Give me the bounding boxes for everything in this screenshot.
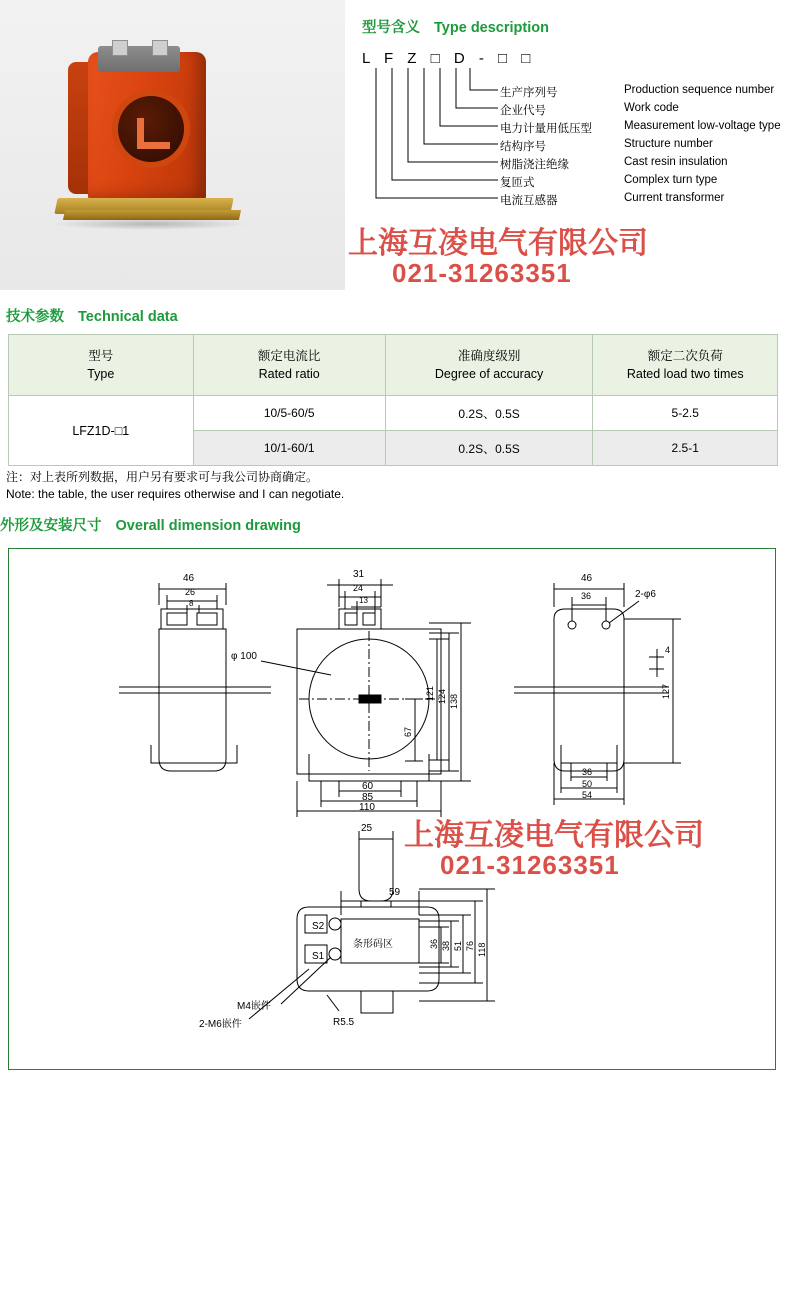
- product-photo: [0, 0, 345, 290]
- terminal-screw-s1: [112, 40, 128, 56]
- dimension-drawing-box: [8, 548, 776, 1070]
- header-rated-ratio: [193, 335, 385, 396]
- header-ratio-cn: 额定电流比: [257, 348, 321, 363]
- dim-right-46: 46: [581, 573, 593, 584]
- dim-front-85: 85: [362, 792, 374, 803]
- header-rated-load: [593, 335, 778, 396]
- dim-top-r55: R5.5: [333, 1017, 355, 1028]
- dim-front-121: 121: [425, 685, 435, 701]
- dim-front-diameter: φ 100: [231, 651, 257, 662]
- dim-right-36b: 36: [582, 767, 593, 777]
- type-code-string: L F Z □ D - □ □: [362, 50, 536, 67]
- technical-data-title: [6, 305, 178, 326]
- type-label-en-0: Production sequence number: [624, 84, 775, 96]
- dim-left-46: 46: [183, 573, 195, 584]
- dim-left-8: 8: [189, 599, 194, 608]
- type-description-block: [362, 16, 782, 236]
- type-label-en-5: Complex turn type: [624, 174, 718, 186]
- watermark-company-top: 上海互凌电气有限公司: [348, 227, 648, 260]
- watermark-company-bottom: 上海互凌电气有限公司: [404, 819, 704, 852]
- dim-front-24: 24: [353, 583, 364, 593]
- label-s1: S1: [312, 951, 325, 962]
- header-ratio-en: Rated ratio: [258, 367, 320, 381]
- type-label-cn-3: 结构序号: [500, 141, 546, 153]
- type-label-en-4: Cast resin insulation: [624, 156, 728, 168]
- dim-right-127: 127: [661, 683, 671, 699]
- label-barcode-area: 条形码区: [353, 939, 393, 950]
- type-label-cn-0: 生产序列号: [500, 87, 558, 99]
- technical-data-title-cn: 技术参数: [6, 309, 64, 325]
- type-label-en-6: Current transformer: [624, 192, 725, 204]
- terminal-screw-s2: [152, 40, 168, 56]
- cell-accuracy-0: 0.2S、0.5S: [385, 396, 593, 431]
- dimension-drawing-svg: [9, 549, 775, 1069]
- cell-load-0: 5-2.5: [593, 396, 778, 431]
- label-m4-insert: M4嵌件: [237, 1001, 271, 1012]
- type-label-en-3: Structure number: [624, 138, 713, 150]
- dim-front-13: 13: [359, 596, 368, 605]
- dim-top-25: 25: [361, 823, 373, 834]
- type-label-en-1: Work code: [624, 102, 679, 114]
- cell-load-1: 2.5-1: [593, 431, 778, 466]
- dim-right-50: 50: [582, 779, 593, 789]
- dim-front-124: 124: [437, 688, 447, 704]
- cell-type-value: LFZ1D-□1: [9, 396, 194, 466]
- label-s2: S2: [312, 921, 325, 932]
- dimension-title-cn: 外形及安装尺寸: [0, 518, 102, 534]
- header-load-cn: 额定二次负荷: [647, 348, 723, 363]
- cell-ratio-0: 10/5-60/5: [193, 396, 385, 431]
- dim-top-118: 118: [477, 942, 487, 957]
- dim-top-38: 38: [441, 940, 451, 951]
- dim-top-51: 51: [453, 940, 463, 951]
- dim-top-36: 36: [429, 938, 439, 949]
- type-label-en-2: Measurement low-voltage type: [624, 120, 781, 132]
- type-label-cn-6: 电流互感器: [500, 195, 558, 207]
- technical-data-table: [8, 334, 778, 466]
- transformer-marking: [137, 118, 170, 149]
- dim-right-2-phi6: 2-φ6: [635, 589, 656, 600]
- dim-top-76: 76: [465, 940, 475, 951]
- dim-right-4: 4: [665, 645, 671, 655]
- watermark-phone-bottom: 021-31263351: [440, 850, 620, 880]
- header-type-en: Type: [87, 367, 115, 381]
- dim-right-54: 54: [582, 790, 593, 800]
- dim-front-31: 31: [353, 569, 365, 580]
- dimension-title-en: Overall dimension drawing: [115, 518, 301, 534]
- dim-top-59: 59: [389, 887, 401, 898]
- header-accuracy-en: Degree of accuracy: [434, 367, 544, 381]
- header-accuracy-cn: 准确度级别: [457, 348, 521, 363]
- dim-right-36: 36: [581, 591, 592, 601]
- cell-ratio-1: 10/1-60/1: [193, 431, 385, 466]
- header-type-cn: 型号: [88, 348, 114, 363]
- header-type: [9, 335, 194, 396]
- header-load-en: Rated load two times: [626, 367, 744, 381]
- type-description-title-cn: 型号含义: [362, 20, 420, 36]
- table-header-row: [9, 335, 778, 396]
- type-label-cn-4: 树脂浇注绝缘: [500, 159, 569, 171]
- dim-front-60: 60: [362, 781, 374, 792]
- table-note-en: Note: the table, the user requires otherwise and I can negotiate.: [6, 487, 345, 501]
- technical-data-title-en: Technical data: [78, 309, 178, 325]
- type-label-cn-1: 企业代号: [500, 105, 546, 117]
- label-2-m6-insert: 2-M6嵌件: [199, 1019, 242, 1030]
- dimension-drawing-title: [0, 514, 301, 535]
- header-accuracy: [385, 335, 593, 396]
- table-note-cn: 注：对上表所列数据，用户另有要求可与我公司协商确定。: [6, 470, 319, 484]
- cell-accuracy-1: 0.2S、0.5S: [385, 431, 593, 466]
- type-label-cn-5: 复匝式: [500, 177, 535, 189]
- dim-front-110: 110: [359, 802, 375, 813]
- dim-front-138: 138: [449, 693, 459, 709]
- dim-front-67: 67: [403, 726, 413, 737]
- type-label-cn-2: 电力计量用低压型: [500, 123, 592, 135]
- type-description-title-en: Type description: [434, 20, 549, 36]
- watermark-phone-top: 021-31263351: [392, 258, 572, 288]
- table-row: [9, 396, 778, 431]
- dim-left-26: 26: [185, 587, 196, 597]
- photo-shadow: [50, 218, 250, 230]
